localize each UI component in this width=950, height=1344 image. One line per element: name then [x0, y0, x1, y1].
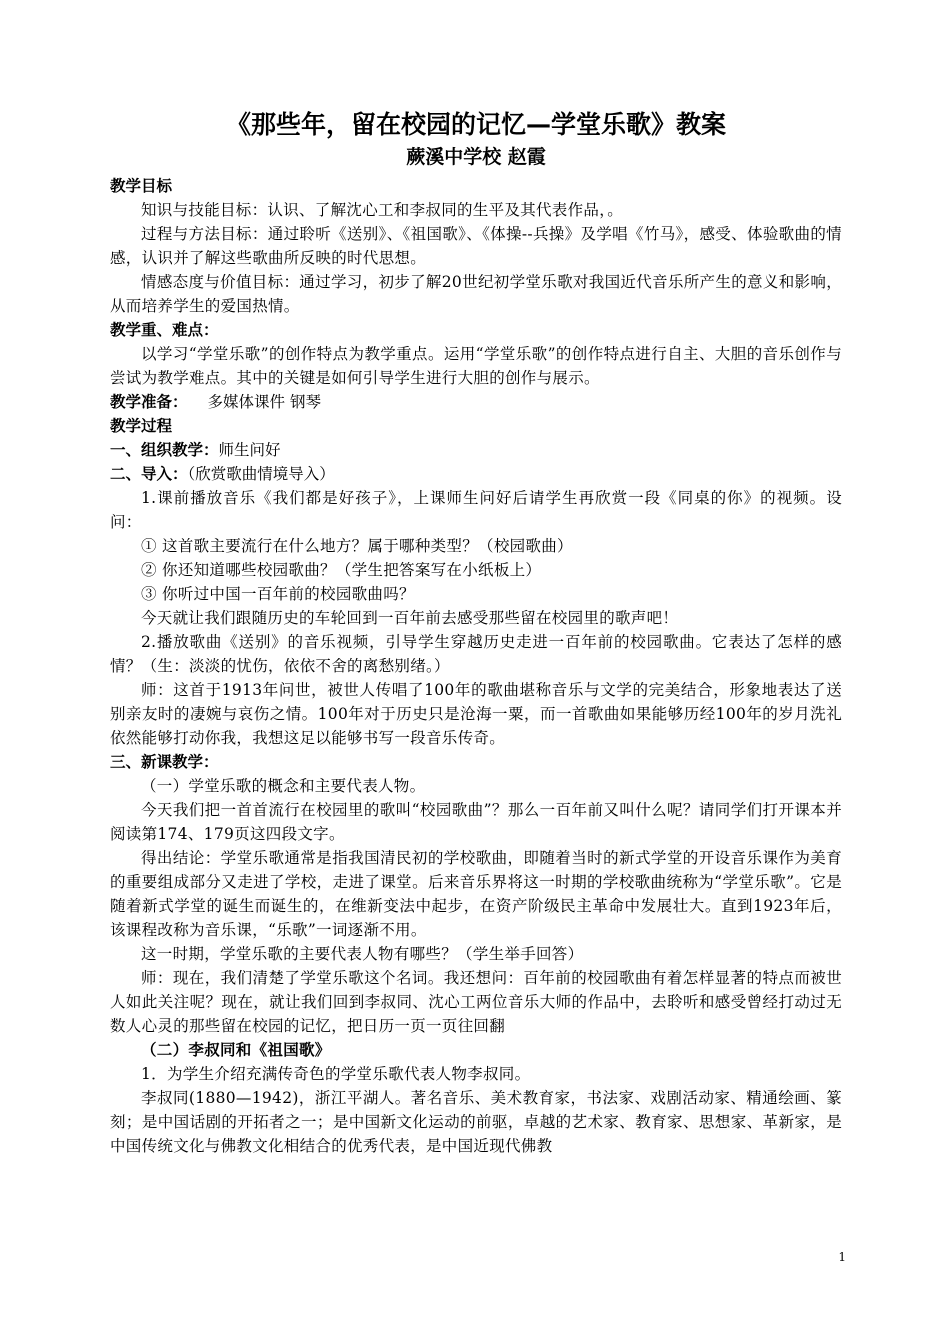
section-2-heading: 二、导入：: [110, 465, 188, 483]
section-1-text: 师生问好: [218, 441, 281, 459]
section-3-heading: 三、新课教学：: [110, 753, 219, 771]
section-2-text: （欣赏歌曲情境导入）: [187, 465, 335, 483]
section-1-heading: 一、组织教学：: [110, 441, 219, 459]
document-title: 《那些年，留在校园的记忆—学堂乐歌》教案: [225, 110, 726, 139]
question-item: ③ 你听过中国一百年前的校园歌曲吗？: [141, 585, 415, 603]
process-heading: 教学过程: [110, 417, 173, 435]
goals-paragraph: 知识与技能目标：认识、了解沈心工和李叔同的生平及其代表作品，。: [141, 201, 624, 219]
subsection-2-title: （二）李叔同和《祖国歌》: [141, 1041, 331, 1059]
subsection-1-title: （一）学堂乐歌的概念和主要代表人物。: [141, 777, 426, 795]
lesson-paragraph: 今天我们把一首首流行在校园里的歌叫“校园歌曲”？那么一百年前又叫什么呢？请同学们打开课本并阅读第174、179页这四段文字。: [110, 801, 842, 843]
lesson-paragraph: 这一时期，学堂乐歌的主要代表人物有哪些？（学生举手回答）: [141, 945, 584, 963]
preparation-heading: 教学准备：: [110, 393, 188, 411]
lesson-paragraph: 得出结论：学堂乐歌通常是指我国清民初的学校歌曲，即随着当时的新式学堂的开设音乐课作为美育的重要组成部分又走进了学校，走进了课堂。后来音乐界将这一时期的学校歌曲统称为“学堂乐歌”。它是随着新式学堂的诞生而诞生的，在维新变法中起步，在资产阶级民主革命中发展壮大。直到1923年后，该课程改称为音乐课，“乐歌”一词逐渐不用。: [110, 849, 842, 939]
key-points-paragraph: 以学习“学堂乐歌”的创作特点为教学重点。运用“学堂乐歌”的创作特点进行自主、大胆的音乐创作与尝试为教学难点。其中的关键是如何引导学生进行大胆的创作与展示。: [110, 345, 842, 387]
lesson-paragraph: 1．为学生介绍充满传奇色的学堂乐歌代表人物李叔同。: [141, 1065, 531, 1083]
goals-paragraph: 情感态度与价值目标：通过学习，初步了解20世纪初学堂乐歌对我国近代音乐所产生的意义和影响，从而培养学生的爱国热情。: [110, 273, 842, 315]
intro-paragraph: 2.播放歌曲《送别》的音乐视频，引导学生穿越历史走进一百年前的校园歌曲。它表达了怎样的感情？（生：淡淡的忧伤，依依不舍的离愁别绪。）: [110, 633, 842, 675]
document-body: [110, 108, 842, 1158]
document-author: 蕨溪中学校 赵霞: [406, 146, 546, 168]
section-1-line: [110, 438, 842, 462]
goals-paragraph: 过程与方法目标：通过聆听《送别》、《祖国歌》、《体操--兵操》及学唱《竹马》，感受、体验歌曲的情感，认识并了解这些歌曲所反映的时代思想。: [110, 225, 842, 267]
lesson-paragraph: 李叔同(1880—1942)，浙江平湖人。著名音乐、美术教育家，书法家、戏剧活动家、精通绘画、篆刻；是中国话剧的开拓者之一；是中国新文化运动的前驱，卓越的艺术家、教育家、思想家、革新家，是中国传统文化与佛教文化相结合的优秀代表，是中国近现代佛教: [110, 1089, 842, 1155]
question-item: ① 这首歌主要流行在什么地方？属于哪种类型？（校园歌曲）: [141, 537, 573, 555]
key-points-heading: 教学重、难点：: [110, 321, 219, 339]
intro-paragraph: 1.课前播放音乐《我们都是好孩子》，上课师生问好后请学生再欣赏一段《同桌的你》的视频。设问：: [110, 489, 842, 531]
preparation-text: 多媒体课件 钢琴: [207, 393, 321, 411]
lesson-paragraph: 师：现在，我们清楚了学堂乐歌这个名词。我还想问：百年前的校园歌曲有着怎样显著的特点而被世人如此关注呢？现在，就让我们回到李叔同、沈心工两位音乐大师的作品中，去聆听和感受曾经打动过无数人心灵的那些留在校园的记忆，把日历一页一页往回翻: [110, 969, 842, 1035]
page-number: 1: [838, 1250, 846, 1264]
goals-heading: 教学目标: [110, 177, 173, 195]
intro-paragraph: 今天就让我们跟随历史的车轮回到一百年前去感受那些留在校园里的歌声吧！: [141, 609, 679, 627]
question-item: ② 你还知道哪些校园歌曲？（学生把答案写在小纸板上）: [141, 561, 542, 579]
intro-paragraph: 师：这首于1913年问世，被世人传唱了100年的歌曲堪称音乐与文学的完美结合，形象地表达了送别亲友时的凄婉与哀伤之情。100年对于历史只是沧海一粟，而一首歌曲如果能够历经100年的岁月洗礼依然能够打动你我，我想这足以能够书写一段音乐传奇。: [110, 681, 842, 747]
preparation-line: [110, 390, 842, 414]
section-2-line: [110, 462, 842, 486]
